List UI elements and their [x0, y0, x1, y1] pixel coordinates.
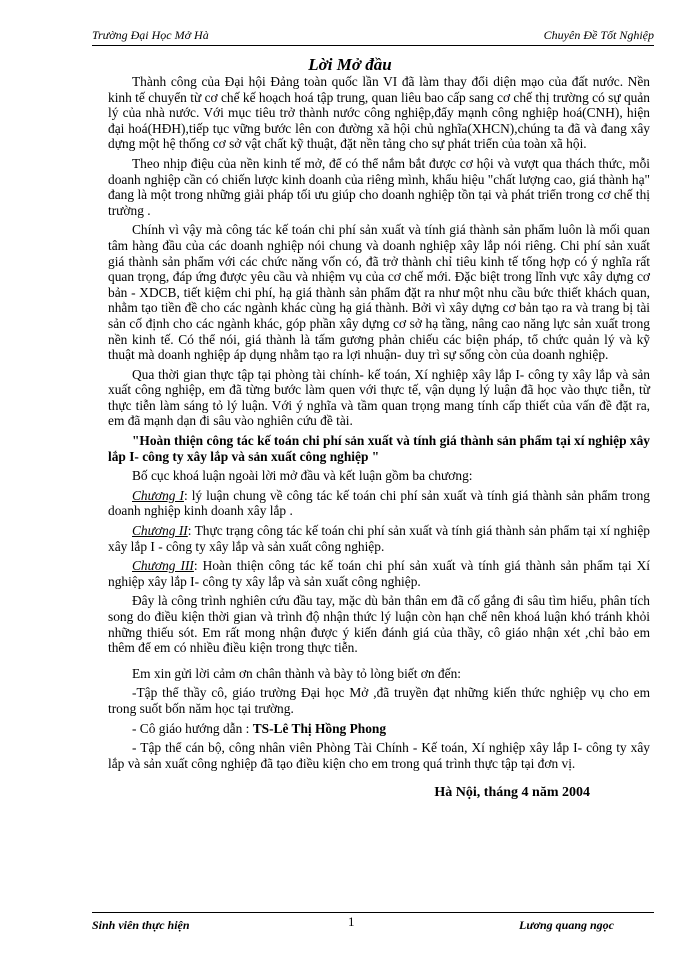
thanks-item-2 — [108, 721, 650, 737]
thanks-intro: Em xin gửi lời cảm ơn chân thành và bày tỏ lòng biết ơn đến: — [132, 665, 461, 681]
paragraph-4: Qua thời gian thực tập tại phòng tài chính- kế toán, Xí nghiệp xây lắp I- công ty xây lắp và sản xuất công nghiệp, em đã từng bước làm quen với thực tế, vận dụng lý luận đã học vào thực tiễn, từ thực tiễn làm sáng tỏ lý luận. Với ý nghĩa và tầm quan trọng mang tính cấp thiết của vấn đề đặt ra, em đã mạnh dạn đi sâu vào nghiên cứu đề tài. — [108, 366, 650, 429]
page-header — [92, 28, 654, 44]
closing-paragraph: Đây là công trình nghiên cứu đầu tay, mặc dù bản thân em đã cố gắng đi sâu tìm hiểu, phân tích song do điều kiện thời gian và trình độ nhận thức lý luận còn hạn chế nên khoá luận khó tránh khỏi những thiếu sót. Em rất mong nhận được ý kiến đánh giá của thầy, cô giáo nhận xét ,chỉ bảo em thêm để em có nhiều điều kiện trong thực tiễn. — [108, 593, 650, 656]
document-title: Lời Mở đầu — [308, 55, 392, 74]
structure-intro: Bố cục khoá luận ngoài lời mở đầu và kết luận gồm ba chương: — [132, 468, 473, 484]
paragraph-2: Theo nhịp điệu của nền kinh tế mở, để có thể nắm bắt được cơ hội và vượt qua thách thức, mỗi doanh nghiệp cần có chiến lược kinh doanh của riêng mình, khẩu hiệu "chất lượng cao, giá thành hạ" đang là một trong những giải pháp tối ưu giúp cho doanh nghiệp tồn tại và phát triển trong cơ chế thị trường . — [108, 155, 650, 218]
header-right-text: Chuyên Đề Tốt Nghiệp — [543, 28, 654, 42]
thesis-topic: "Hoàn thiện công tác kế toán chi phí sản xuất và tính giá thành sản phẩm tại xí nghiệp xây lắp I- công ty xây lắp và sản xuất công nghiệp " — [108, 433, 650, 464]
header-left-text: Trường Đại Học Mở Hà — [92, 28, 209, 42]
thanks-item-1: -Tập thể thầy cô, giáo trường Đại học Mở ,đã truyền đạt những kiến thức nghiệp vụ cho em trong suốt bốn năm học tại trường. — [108, 685, 650, 716]
signature-date: Hà Nội, tháng 4 năm 2004 — [434, 785, 590, 801]
thanks-item-2-prefix: - Cô giáo hướng dẫn : — [132, 720, 253, 736]
header-divider — [92, 45, 654, 46]
footer-right-text: Lương quang ngọc — [519, 918, 614, 932]
chapter-1-item — [108, 488, 650, 519]
chapter-2-text: : Thực trạng công tác kế toán chi phí sản xuất và tính giá thành sản phẩm tại xí nghiệp xây lắp I - công ty xây lắp và sản xuất công nghiệp. — [108, 523, 650, 554]
document-body — [108, 74, 650, 801]
chapter-3-text: : Hoàn thiện công tác kế toán chi phí sản xuất và tính giá thành sản phẩm tại Xí nghiệp xây lắp I- công ty xây lắp và sản xuất công nghiệp. — [108, 558, 650, 589]
chapter-1-text: : lý luận chung về công tác kế toán chi phí sản xuất và tính giá thành sản phẩm trong doanh nghiệp kinh doanh xây lắp . — [108, 487, 650, 519]
paragraph-3: Chính vì vậy mà công tác kế toán chi phí sản xuất và tính giá thành sản phẩm luôn là mối quan tâm hàng đầu của các doanh nghiệp nói chung và doanh nghiệp xây lắp nói riêng. Chi phí sản xuất giá thành sản phẩm với các chức năng vốn có, đã trở thành chỉ tiêu kinh tế tổng hợp có ý nghĩa rất quan trọng, đáp ứng được yêu cầu và nhiệm vụ của cơ chế mới. Đặc biệt trong lĩnh vực xây dựng cơ bản - XDCB, tiết kiệm chi phí, hạ giá thành sản phẩm đặt ra như một nhu cầu bức thiết khách quan, nhằm tạo tiền đề cho các ngành khác cùng hạ giá thành. Bởi vì xây dựng cơ bản tạo ra và trang bị tài sản cố định cho các ngành khác, góp phần xây dựng cơ sở hạ tầng, nâng cao năng lực sản xuất trong nền kinh tế. Có thể nói, giá thành là tấm gương phản chiếu các biện pháp, tổ chức quản lý và kỹ thuật mà doanh nghiệp áp dụng nhằm tạo ra lợi nhuận- duy trì sự sống còn của doanh nghiệp. — [108, 222, 650, 363]
paragraph-1: Thành công của Đại hội Đảng toàn quốc lần VI đã làm thay đổi diện mạo của đất nước. Nền kinh tế chuyển từ cơ chế kế hoạch hoá tập trung, quan liêu bao cấp sang cơ chế thị trường có sự quản lý của nhà nước. Với mục tiêu trở thành nước công nghiệp,đẩy mạnh công nghiệp hoá(CNH), hiện đại hoá(HĐH),tiếp tục vững bước lên con đường xã hội chủ nghĩa(XHCN),chúng ta đã và đang xây dựng một hệ thống cơ sở vật chất kỹ thuật, đặt nền tảng cho sự phát triển của toàn xã hội. — [108, 74, 650, 152]
chapter-2-label: Chương II — [132, 523, 188, 539]
page-number: 1 — [348, 914, 355, 929]
footer-left-text: Sinh viên thực hiện — [92, 918, 190, 932]
chapter-3-item — [108, 558, 650, 589]
thanks-item-3: - Tập thể cán bộ, công nhân viên Phòng Tài Chính - Kế toán, Xí nghiệp xây lắp I- công ty xây lắp và sản xuất công nghiệp đã tạo điều kiện cho em trong quá trình thực tập tại đơn vị. — [108, 740, 650, 771]
chapter-2-item — [108, 523, 650, 554]
page-footer — [92, 914, 654, 934]
footer-divider — [92, 912, 654, 913]
supervisor-name: TS-Lê Thị Hồng Phong — [252, 720, 387, 736]
chapter-3-label: Chương III — [132, 558, 194, 574]
chapter-1-label: Chương I — [132, 487, 184, 503]
